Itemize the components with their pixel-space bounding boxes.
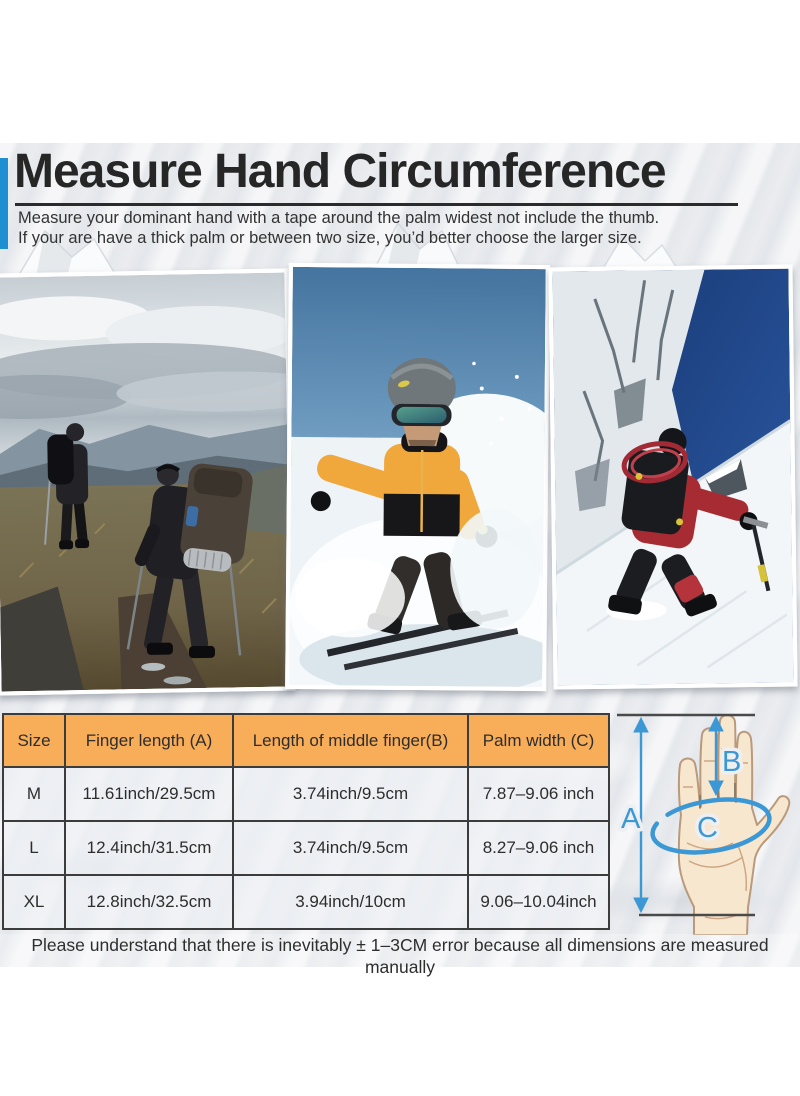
skier-scene [289, 267, 546, 687]
cell-size: XL [3, 875, 65, 929]
label-a: A [621, 803, 641, 835]
cell-middle-finger: 3.74inch/9.5cm [233, 821, 468, 875]
cell-palm-width: 7.87–9.06 inch [468, 767, 609, 821]
table-header-row [3, 714, 609, 767]
table-row-m [3, 767, 609, 821]
label-c: C [697, 812, 718, 844]
footer-note: Please understand that there is inevitably ± 1–3CM error because all dimensions are measured manually [0, 934, 800, 978]
photo-skier [285, 263, 550, 691]
size-table [2, 713, 610, 930]
subtitle-line-1: Measure your dominant hand with a tape around the palm widest not include the thumb. [18, 209, 660, 227]
poster-background [0, 143, 800, 977]
col-header-middle-finger: Length of middle finger(B) [233, 714, 468, 767]
cell-middle-finger: 3.94inch/10cm [233, 875, 468, 929]
title-underline [15, 203, 738, 206]
photo-ice-climber [548, 265, 797, 690]
cell-size: L [3, 821, 65, 875]
page-title: Measure Hand Circumference [14, 145, 666, 198]
subtitle-line-2: If your are have a thick palm or between two size, you’d better choose the larger size. [18, 228, 642, 247]
table-row-xl [3, 875, 609, 929]
title-accent-bar [0, 158, 8, 249]
photo-hikers [0, 268, 296, 695]
hand-measurement-diagram [615, 695, 800, 935]
col-header-finger-length: Finger length (A) [65, 714, 233, 767]
table-row-l [3, 821, 609, 875]
cell-palm-width: 8.27–9.06 inch [468, 821, 609, 875]
subtitle [18, 209, 659, 248]
cell-size: M [3, 767, 65, 821]
cell-finger-length: 12.8inch/32.5cm [65, 875, 233, 929]
cell-finger-length: 11.61inch/29.5cm [65, 767, 233, 821]
cell-finger-length: 12.4inch/31.5cm [65, 821, 233, 875]
cell-palm-width: 9.06–10.04inch [468, 875, 609, 929]
climber-scene [552, 269, 793, 686]
hikers-scene [0, 273, 292, 692]
label-b: B [722, 746, 742, 778]
cell-middle-finger: 3.74inch/9.5cm [233, 767, 468, 821]
col-header-palm-width: Palm width (C) [468, 714, 609, 767]
col-header-size: Size [3, 714, 65, 767]
